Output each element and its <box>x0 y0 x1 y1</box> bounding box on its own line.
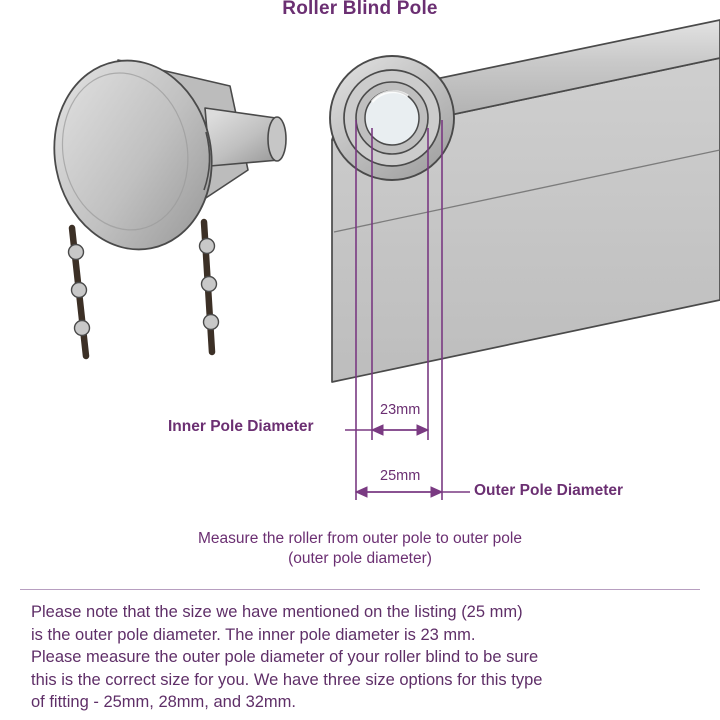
section-divider <box>20 589 700 590</box>
caption-line-2: (outer pole diameter) <box>288 549 432 567</box>
inner-pole-label: Inner Pole Diameter <box>168 418 314 435</box>
page-title: Roller Blind Pole <box>282 0 438 19</box>
outer-diameter-arrow <box>356 487 470 497</box>
note-line-2: is the outer pole diameter. The inner pole diameter is 23 mm. <box>31 625 476 644</box>
note-line-4: this is the correct size for you. We have three size options for this type <box>31 670 543 689</box>
note-line-3: Please measure the outer pole diameter of your roller blind to be sure <box>31 648 539 667</box>
roller-pole <box>330 20 720 382</box>
note-block <box>31 601 701 714</box>
measure-caption <box>0 529 720 569</box>
note-line-1: Please note that the size we have mentioned on the listing (25 mm) <box>31 603 523 621</box>
caption-line-1: Measure the roller from outer pole to outer pole <box>198 530 522 547</box>
inner-diameter-arrow <box>345 425 428 435</box>
outer-diameter-value: 25mm <box>380 468 421 484</box>
note-line-5: of fitting - 25mm, 28mm, and 32mm. <box>31 693 297 712</box>
outer-pole-label: Outer Pole Diameter <box>474 482 624 499</box>
inner-diameter-value: 23mm <box>380 402 421 418</box>
